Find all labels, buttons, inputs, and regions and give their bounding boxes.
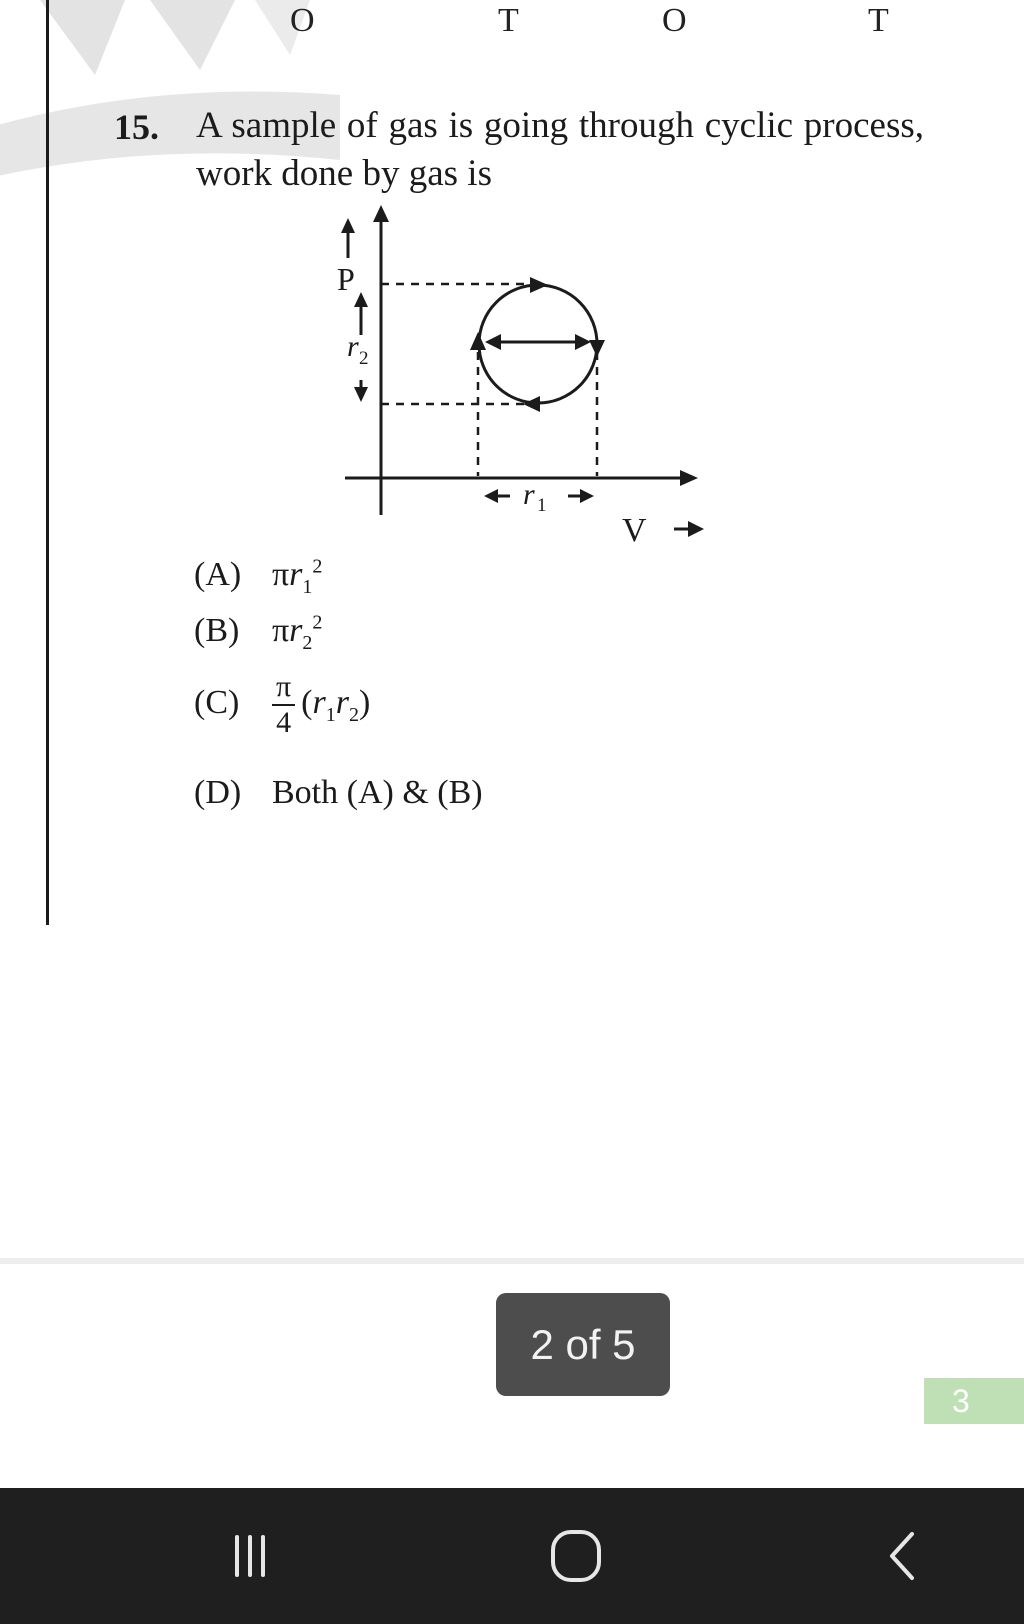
- r1-label: r: [523, 478, 535, 511]
- option-d[interactable]: [194, 774, 483, 812]
- option-b[interactable]: [194, 612, 322, 655]
- r1-subscript: 1: [537, 495, 547, 516]
- option-c[interactable]: [194, 670, 370, 740]
- option-label: (B): [194, 612, 240, 650]
- option-fraction: $\frac{\pi}{4}$: [272, 670, 295, 740]
- option-value: $(r_1r_2)$: [301, 683, 371, 726]
- back-icon[interactable]: [858, 1518, 948, 1594]
- r2-subscript: 2: [359, 348, 369, 369]
- header-fragment: T: [868, 2, 889, 39]
- volume-axis-label: V: [622, 512, 647, 549]
- pv-cycle-diagram: [320, 198, 710, 558]
- side-page-tab[interactable]: 3: [924, 1378, 1024, 1424]
- option-value: $\pi r_2^2$: [272, 612, 323, 655]
- header-fragment: O: [662, 2, 687, 39]
- home-icon[interactable]: [531, 1518, 621, 1594]
- recent-apps-icon[interactable]: [205, 1518, 295, 1594]
- page-indicator: 2 of 5: [496, 1293, 670, 1396]
- r2-label: r: [347, 330, 359, 363]
- option-label: (C): [194, 683, 240, 721]
- pressure-axis-label: P: [337, 261, 355, 297]
- system-navigation-bar: [0, 1488, 1024, 1624]
- header-fragment: O: [290, 2, 315, 39]
- header-fragment: T: [498, 2, 519, 39]
- question-text: A sample of gas is going through cyclic process, work done by gas is: [196, 105, 924, 194]
- option-label: (D): [194, 774, 242, 811]
- question-number: 15.: [114, 107, 159, 147]
- option-a[interactable]: [194, 556, 322, 599]
- option-value: $\pi r_1^2$: [272, 556, 323, 599]
- option-value: Both (A) & (B): [272, 774, 483, 811]
- page-margin-line: [46, 0, 49, 925]
- option-label: (A): [194, 556, 242, 594]
